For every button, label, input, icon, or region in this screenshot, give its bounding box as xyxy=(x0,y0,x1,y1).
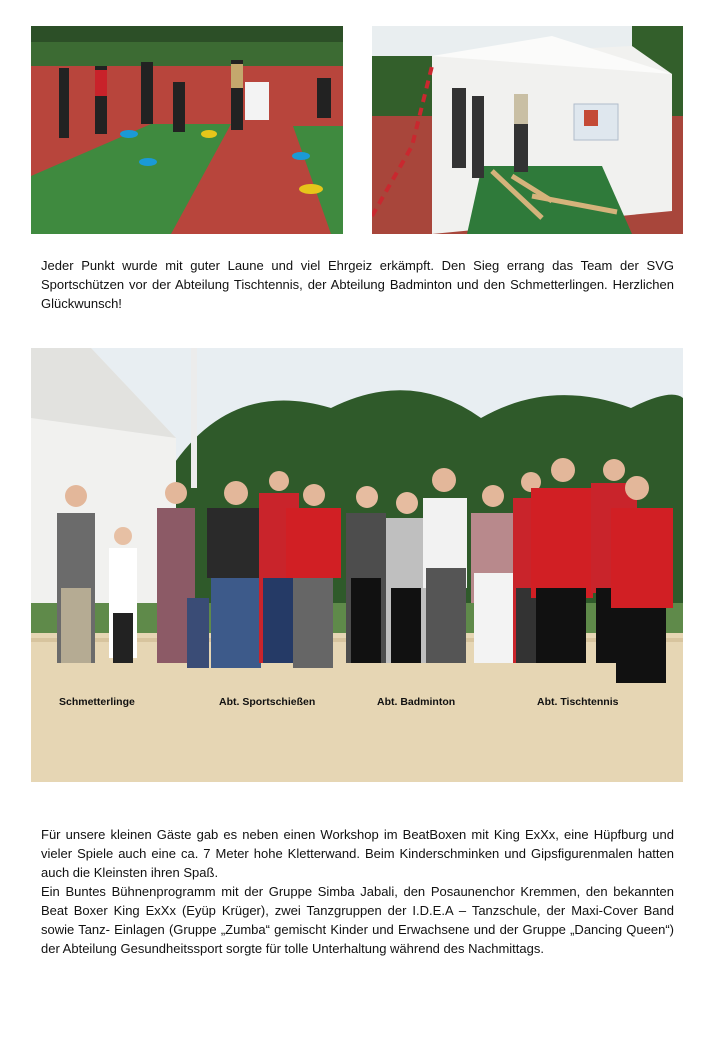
label-schmetterlinge: Schmetterlinge xyxy=(59,696,135,708)
label-sportschiessen: Abt. Sportschießen xyxy=(219,696,316,708)
photo-curling-track xyxy=(31,26,343,234)
intro-paragraph xyxy=(41,256,674,313)
label-badminton: Abt. Badminton xyxy=(377,696,456,708)
label-tischtennis: Abt. Tischtennis xyxy=(537,696,619,708)
photo-team-group xyxy=(31,348,683,782)
kids-program-text: Für unsere kleinen Gäste gab es neben einen Workshop im BeatBoxen mit King ExXx, eine Hüpfburg und vieler Spiele auch eine ca. 7 Meter hohe Kletterwand. Beim Kinderschminken und Gipsfigurenmalen hatten auch die Kleinsten ihren Spaß. xyxy=(41,827,674,880)
stage-program-text: Ein Buntes Bühnenprogramm mit der Gruppe Simba Jabali, den Posaunenchor Kremmen, den bekannten Beat Boxer King ExXx (Eyüp Krüger), zwei Tanzgruppen der I.D.E.A – Tanzschule, der Maxi-Cover Band sowie Tanz- Einlagen (Gruppe „Zumba“ gemischt Kinder und Erwachsene und der Gruppe „Dancing Queen“) der Abteilung Gesundheitssport sorgte für tolle Unterhaltung während des Nachmittags. xyxy=(41,884,674,956)
photo-tent-station xyxy=(372,26,683,234)
intro-text: Jeder Punkt wurde mit guter Laune und viel Ehrgeiz erkämpft. Den Sieg errang das Team der SVG Sportschützen vor der Abteilung Tischtennis, der Abteilung Badminton und den Schmetterlingen. Herzlichen Glückwunsch! xyxy=(41,258,674,311)
program-paragraph xyxy=(41,825,674,958)
